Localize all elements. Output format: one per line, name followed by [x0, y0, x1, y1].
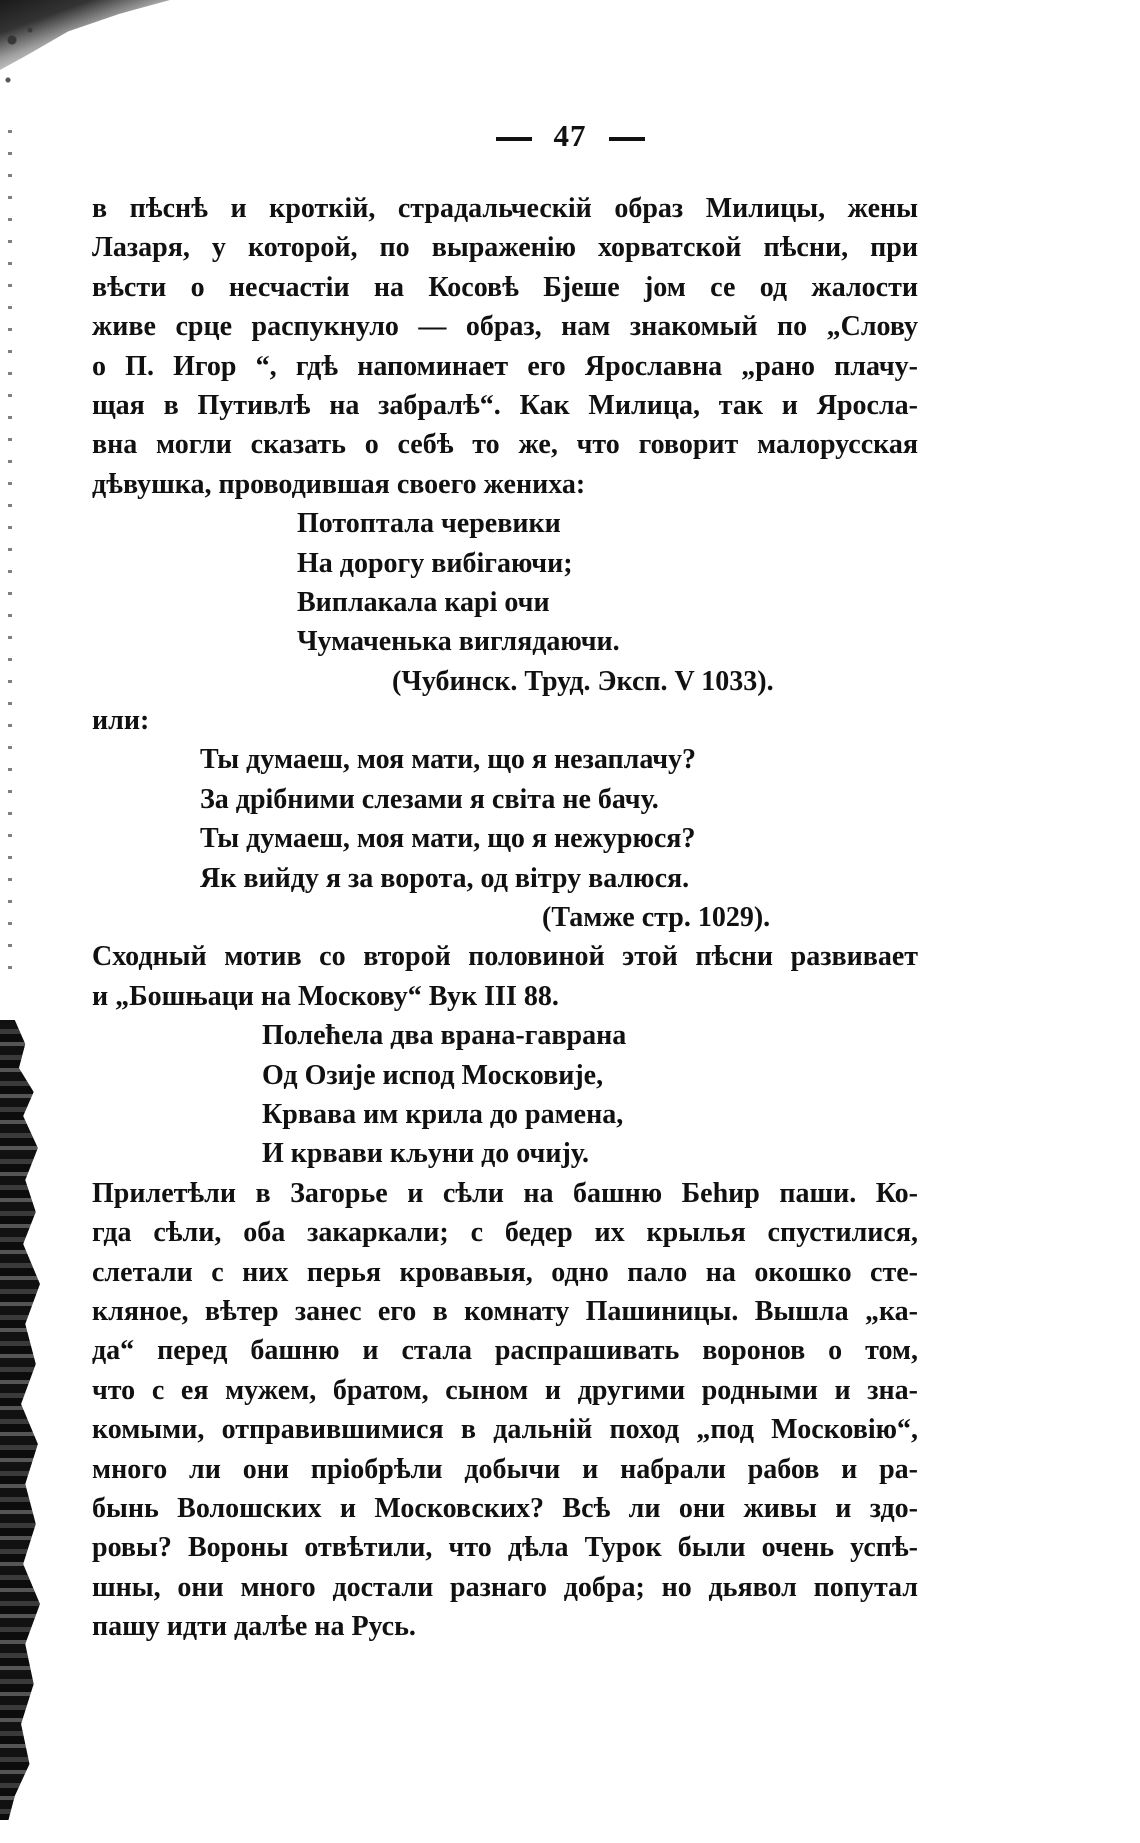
- verse-2: [92, 740, 918, 898]
- paragraph-line: да“ перед башню и стала распрашивать воронов о том,: [92, 1335, 918, 1367]
- verse-line: Ты думаеш, моя мати, що я нежурюся?: [200, 823, 696, 855]
- paragraph-line: много ли они пріобрѣли добычи и набрали рабов и ра-: [92, 1453, 918, 1485]
- verse-1: [92, 504, 918, 662]
- paragraph-line: бынь Волошских и Московских? Всѣ ли они живы и здо-: [92, 1492, 918, 1524]
- verse-line: И крвави кљуни до очију.: [262, 1138, 589, 1170]
- page-number-left-dash: [496, 137, 532, 141]
- text-body: [92, 189, 918, 1646]
- paragraph-line: Сходный мотив со второй половиной этой пѣсни развивает: [92, 941, 918, 973]
- paragraph-line: пашу идти далѣе на Русь.: [92, 1611, 416, 1643]
- verse-line: За дрібними слезами я світа не бачу.: [200, 783, 659, 815]
- page-number: [0, 118, 1140, 154]
- source-citation-1: (Чубинск. Труд. Эксп. V 1033).: [392, 665, 774, 697]
- verse-line: Од Озије испод Московије,: [262, 1059, 604, 1091]
- paragraph-1: [92, 189, 918, 504]
- page-number-value: 47: [553, 118, 587, 153]
- paragraph-line: гда сѣли, оба закаркали; с бедер их крылья спустилися,: [92, 1217, 918, 1249]
- paragraph-line: щая в Путивлѣ на забралѣ“. Как Милица, так и Яросла-: [92, 389, 918, 421]
- page-number-right-dash: [609, 137, 645, 141]
- paragraph-2: [92, 937, 918, 1016]
- paragraph-line: ровы? Вороны отвѣтили, что дѣла Турок были очень успѣ-: [92, 1532, 918, 1564]
- paragraph-3: [92, 1174, 918, 1647]
- paragraph-line: и „Бошњаци на Москову“ Вук III 88.: [92, 980, 559, 1012]
- source-citation-2: (Тамже стр. 1029).: [542, 902, 771, 934]
- verse-line: Виплакала карі очи: [297, 586, 550, 618]
- scan-edge-noise-top: [0, 0, 52, 120]
- verse-line: Як вийду я за ворота, од вітру валюся.: [200, 862, 690, 894]
- scan-edge-noise-dots: [0, 130, 52, 980]
- paragraph-line: дѣвушка, проводившая своего жениха:: [92, 468, 586, 500]
- verse-line: Потоптала черевики: [297, 508, 561, 540]
- paragraph-line: кляное, вѣтер занес его в комнату Пашиницы. Вышла „ка-: [92, 1295, 918, 1327]
- paragraph-line: вна могли сказать о себѣ то же, что говорит малорусская: [92, 429, 918, 461]
- paragraph-line: о П. Игор “, гдѣ напоминает его Ярославна „рано плачу-: [92, 350, 918, 382]
- verse-line: Полећела два врана-гаврана: [262, 1020, 627, 1052]
- paragraph-line: Прилетѣли в Загорье и сѣли на башню Беһир паши. Ко-: [92, 1177, 918, 1209]
- paragraph-line: в пѣснѣ и кроткій, страдальческій образ Милицы, жены: [92, 193, 918, 224]
- paragraph-line: что с ея мужем, братом, сыном и другими родными и зна-: [92, 1374, 918, 1406]
- paragraph-line: комыми, отправившимися в дальній поход „под Московію“,: [92, 1414, 918, 1446]
- paragraph-line: шны, они много достали разнаго добра; но дьявол попутал: [92, 1571, 918, 1603]
- paragraph-line: Лазаря, у которой, по выраженію хорватской пѣсни, при: [92, 232, 918, 264]
- verse-line: На дорогу вибігаючи;: [297, 547, 573, 579]
- verse-line: Ты думаеш, моя мати, що я незаплачу?: [200, 744, 696, 776]
- verse-3: [92, 1016, 918, 1174]
- verse-line: Крвава им крила до рамена,: [262, 1098, 624, 1130]
- paragraph-line: слетали с них перья кровавыя, одно пало на окошко сте-: [92, 1256, 918, 1288]
- paragraph-line: живе срце распукнуло — образ, нам знакомый по „Слову: [92, 311, 918, 343]
- scan-edge-dark-strip: [0, 1020, 42, 1820]
- connector-word: или:: [92, 705, 150, 737]
- verse-line: Чумаченька виглядаючи.: [297, 626, 620, 658]
- paragraph-line: вѣсти о несчастіи на Косовѣ Бјеше јом се од жалости: [92, 271, 918, 303]
